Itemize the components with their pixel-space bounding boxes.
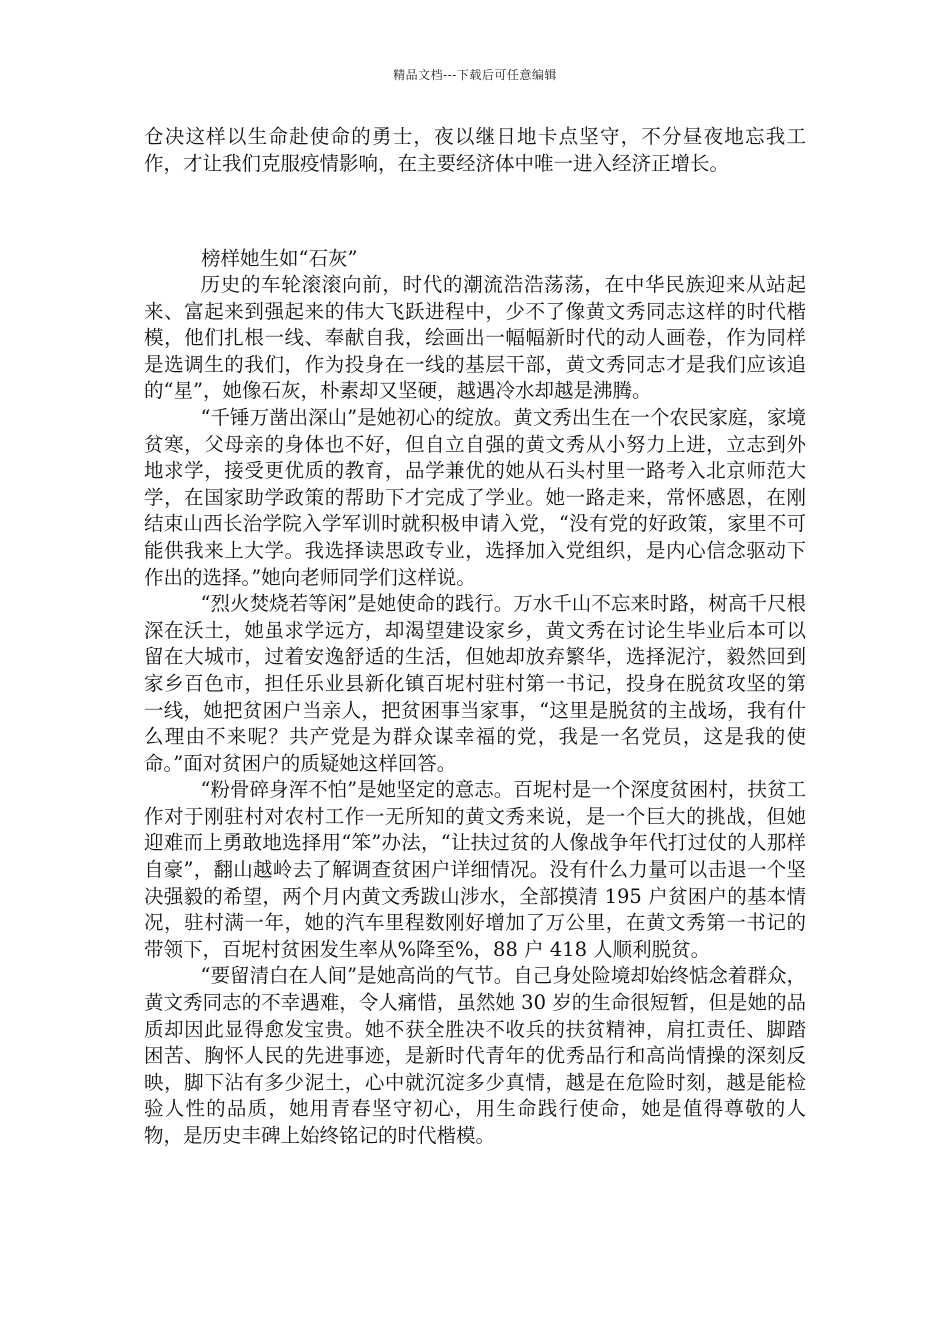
page-header: 精品文档---下载后可任意编辑 <box>393 68 557 82</box>
article-paragraph-2: “千锤万凿出深山”是她初心的绽放。黄文秀出生在一个农民家庭，家境贫寒，父母亲的身体也不好，但自立自强的黄文秀从小努力上进，立志到外地求学，接受更优质的教育，品学兼优的她从石头村里一路考入北京师范大学，在国家助学政策的帮助下才完成了学业。她一路走来，常怀感恩，在刚结束山西长治学院入学军训时就积极申请入党，“没有党的好政策，家里不可能供我来上大学。我选择读思政专业，选择加入党组织，是内心信念驱动下作出的选择。”她向老师同学们这样说。 <box>144 405 806 589</box>
intro-text: 仓决这样以生命赴使命的勇士，夜以继日地卡点坚守，不分昼夜地忘我工作，才让我们克服疫情影响，在主要经济体中唯一进入经济正增长。 <box>144 125 806 175</box>
article-paragraph-5: “要留清白在人间”是她高尚的气节。自己身处险境却始终惦念着群众，黄文秀同志的不幸遇难，令人痛惜，虽然她 30 岁的生命很短暂，但是她的品质却因此显得愈发宝贵。她不获全胜决不收兵的扶贫精神，肩扛责任、脚踏困苦、胸怀人民的先进事迹，是新时代青年的优秀品行和高尚情操的深刻反映，脚下沾有多少泥土，心中就沉淀多少真情，越是在危险时刻，越是能检验人性的品质，她用青春坚守初心，用生命践行使命，她是值得尊敬的人物，是历史丰碑上始终铭记的时代楷模。 <box>144 964 806 1147</box>
intro-paragraph <box>144 124 806 177</box>
article-paragraph-1: 历史的车轮滚滚向前，时代的潮流浩浩荡荡，在中华民族迎来从站起来、富起来到强起来的伟大飞跃进程中，少不了像黄文秀同志这样的时代楷模，他们扎根一线、奉献自我，绘画出一幅幅新时代的动人画卷，作为同样是选调生的我们，作为投身在一线的基层干部，黄文秀同志才是我们应该追的“星”，她像石灰，朴素却又坚硬，越遇冷水却越是沸腾。 <box>144 273 806 403</box>
article-title: 榜样她生如“石灰” <box>201 247 358 270</box>
article-body <box>144 272 806 1150</box>
article-paragraph-4: “粉骨碎身浑不怕”是她坚定的意志。百坭村是一个深度贫困村，扶贫工作对于刚驻村对农村工作一无所知的黄文秀来说，是一个巨大的挑战，但她迎难而上勇敢地选择用“笨”办法，“让扶过贫的人像战争年代打过仗的人那样自豪”，翻山越岭去了解调查贫困户详细情况。没有什么力量可以击退一个坚决强毅的希望，两个月内黄文秀跋山涉水，全部摸清 195 户贫困户的基本情况，驻村满一年，她的汽车里程数刚好增加了万公里，在黄文秀第一书记的带领下，百坭村贫困发生率从%降至%，88 户 418 人顺利脱贫。 <box>144 778 806 961</box>
article-paragraph-3: “烈火焚烧若等闲”是她使命的践行。万水千山不忘来时路，树高千尺根深在沃土，她虽求学远方，却渴望建设家乡，黄文秀在讨论生毕业后本可以留在大城市，过着安逸舒适的生活，但她却放弃繁华，选择泥泞，毅然回到家乡百色市，担任乐业县新化镇百坭村驻村第一书记，投身在脱贫攻坚的第一线，她把贫困户当亲人，把贫困事当家事，“这里是脱贫的主战场，我有什么理由不来呢？共产党是为群众谋幸福的党，我是一名党员，这是我的使命。”面对贫困户的质疑她这样回答。 <box>144 592 806 775</box>
